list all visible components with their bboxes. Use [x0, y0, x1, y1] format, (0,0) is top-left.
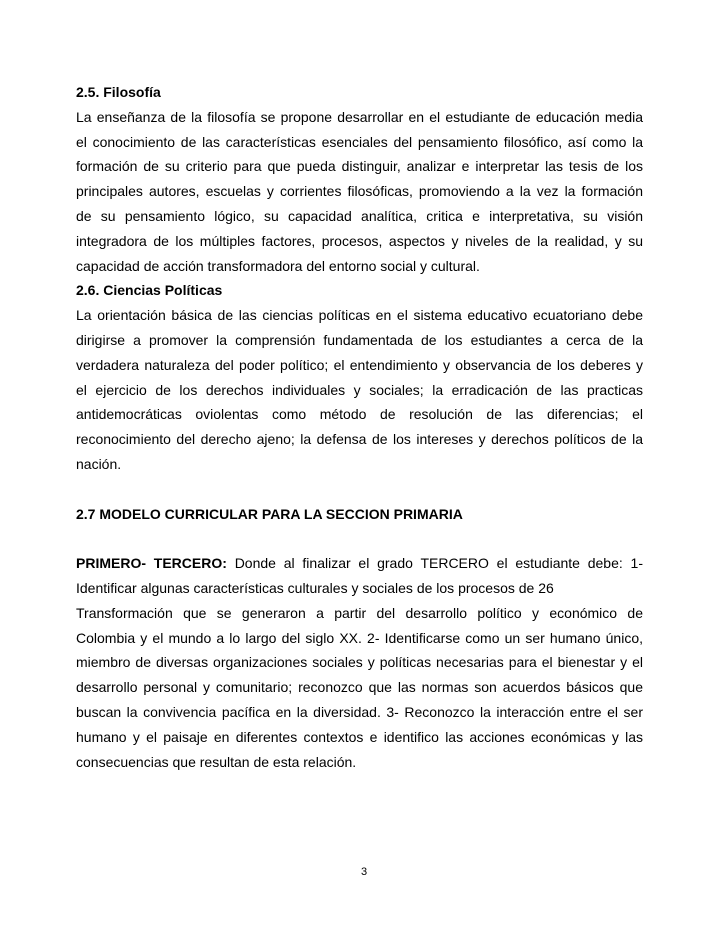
text-line: reconocimiento del derecho ajeno; la defensa de los intereses y derechos políticos de la [76, 431, 643, 448]
document-body [76, 80, 643, 774]
text-line: dirigirse a promover la comprensión fundamentada de los estudiantes a cerca de la [76, 331, 643, 348]
text-line: el conocimiento de las características esenciales del pensamiento filosófico, así como la [76, 133, 643, 150]
text-line: nación. [76, 455, 122, 472]
lead-text: Donde al finalizar el grado TERCERO el estudiante debe: 1- [226, 555, 643, 572]
paragraph-primero-tercero [76, 551, 643, 774]
text-line: La orientación básica de las ciencias políticas en el sistema educativo ecuatoriano debe [76, 307, 643, 324]
text-line: integradora de los múltiples factores, procesos, aspectos y niveles de la realidad, y su [76, 232, 643, 249]
text-line: Transformación que se generaron a partir del desarrollo político y económico de [76, 604, 643, 621]
spacer [76, 526, 643, 551]
text-line: Identificar algunas características culturales y sociales de los procesos de 26 [76, 579, 554, 596]
text-line: desarrollo personal y comunitario; reconozco que las normas son acuerdos básicos que [76, 679, 643, 696]
text-line: Colombia y el mundo a lo largo del siglo XX. 2- Identificarse como un ser humano único, [76, 629, 643, 646]
text-line: verdadera naturaleza del poder político; el entendimiento y observancia de los deberes y [76, 356, 643, 373]
text-line: de su pensamiento lógico, su capacidad analítica, critica e interpretativa, su visión [76, 207, 643, 224]
text-line: el ejercicio de los derechos individuales y sociales; la erradicación de las practicas [76, 381, 643, 398]
text-line: principales autores, escuelas y corrientes filosóficas, promoviendo a la vez la formación [76, 183, 643, 200]
text-line: miembro de diversas organizaciones sociales y políticas necesarias para el bienestar y el [76, 654, 643, 671]
spacer [76, 477, 643, 502]
text-line: consecuencias que resultan de esta relación. [76, 753, 357, 770]
text-line: formación de su criterio para que pueda distinguir, analizar e interpretar las tesis de los [76, 158, 643, 175]
lead-label: PRIMERO- TERCERO: [76, 555, 227, 572]
section-heading-modelo-curricular: 2.7 MODELO CURRICULAR PARA LA SECCION PRIMARIA [76, 505, 463, 522]
text-line: humano y el paisaje en diferentes contextos e identifico las acciones económicas y las [76, 728, 643, 745]
paragraph-filosofia [76, 105, 643, 279]
page-number: 3 [360, 866, 368, 878]
text-line: La enseñanza de la filosofía se propone desarrollar en el estudiante de educación media [76, 108, 643, 125]
paragraph-ciencias-politicas [76, 303, 643, 477]
text-line [76, 551, 643, 576]
text-line: buscan la convivencia pacífica en la diversidad. 3- Reconozco la interacción entre el ser [76, 703, 643, 720]
text-line: capacidad de acción transformadora del entorno social y cultural. [76, 257, 480, 274]
section-heading-ciencias-politicas: 2.6. Ciencias Políticas [76, 282, 223, 299]
text-line: antidemocráticas oviolentas como método de resolución de las diferencias; el [76, 406, 643, 423]
section-heading-filosofia: 2.5. Filosofía [76, 84, 161, 100]
